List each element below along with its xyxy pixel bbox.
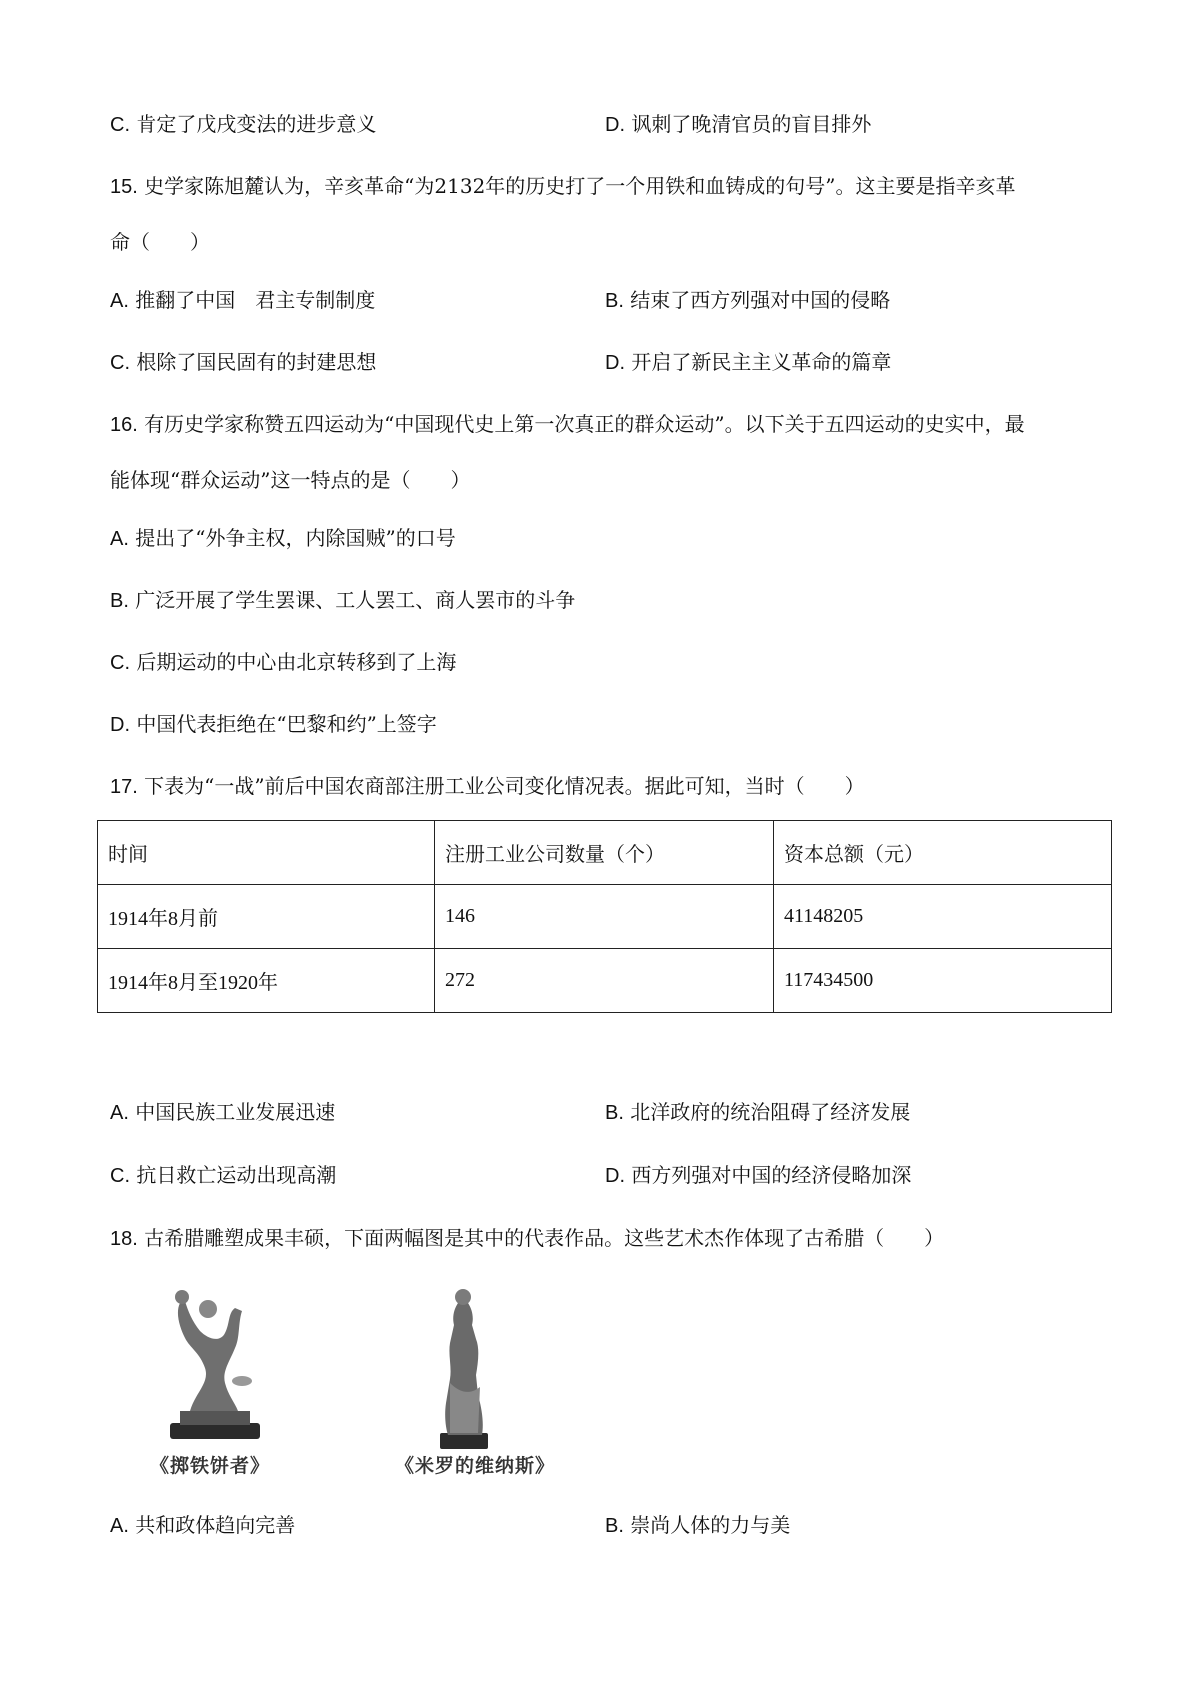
q15-option-d [605, 350, 891, 375]
q18-stem [110, 1226, 944, 1251]
table-header-cell: 资本总额（元） [774, 821, 1112, 885]
option-label: D. [605, 114, 625, 136]
q14-option-d [605, 112, 871, 137]
q17-option-b [605, 1100, 910, 1125]
q17-data-table [97, 820, 1112, 1013]
option-label: C. [110, 352, 130, 374]
discobolus-statue-image [150, 1283, 290, 1443]
q17-option-d [605, 1163, 911, 1188]
q15-stem-line2: 命（ ） [110, 230, 210, 254]
option-label: D. [110, 714, 130, 736]
q16-stem-line1 [110, 412, 1025, 437]
option-label: A. [110, 1102, 129, 1124]
option-text: 推翻了中国 君主专制制度 [135, 288, 376, 312]
option-text: 西方列强对中国的经济侵略加深 [631, 1163, 912, 1187]
table-header-row [98, 821, 1112, 885]
q18-option-b [605, 1513, 790, 1538]
table-header-cell: 注册工业公司数量（个） [435, 821, 774, 885]
q15-option-c [110, 350, 376, 375]
question-stem: 下表为“一战”前后中国农商部注册工业公司变化情况表。据此可知，当时（ ） [144, 774, 865, 798]
table-cell: 272 [435, 949, 774, 1013]
table-cell: 117434500 [774, 949, 1112, 1013]
option-text: 后期运动的中心由北京转移到了上海 [136, 650, 457, 674]
question-number: 16. [110, 414, 138, 436]
option-text: 广泛开展了学生罢课、工人罢工、商人罢市的斗争 [135, 588, 576, 612]
option-text: 抗日救亡运动出现高潮 [136, 1163, 337, 1187]
q16-option-d [110, 712, 437, 737]
question-number: 15. [110, 176, 138, 198]
table-cell: 1914年8月至1920年 [98, 949, 435, 1013]
option-label: B. [605, 290, 624, 312]
option-text: 共和政体趋向完善 [135, 1513, 296, 1537]
table-cell: 41148205 [774, 885, 1112, 949]
table-header-cell: 时间 [98, 821, 435, 885]
option-text: 讽刺了晚清官员的盲目排外 [631, 112, 872, 136]
q17-option-a [110, 1100, 335, 1125]
option-label: A. [110, 528, 129, 550]
question-stem: 史学家陈旭麓认为，辛亥革命“为2132年的历史打了一个用铁和血铸成的句号”。这主要是指辛亥革 [144, 174, 1016, 198]
option-text: 肯定了戊戌变法的进步意义 [136, 112, 377, 136]
statue-caption-venus: 《米罗的维纳斯》 [395, 1455, 556, 1477]
venus-de-milo-statue-image [420, 1283, 510, 1453]
q17-stem [110, 774, 865, 799]
q15-option-b [605, 288, 890, 313]
q16-option-a [110, 526, 456, 551]
q15-option-a [110, 288, 375, 313]
option-label: B. [605, 1515, 624, 1537]
table-row [98, 949, 1112, 1013]
option-label: B. [605, 1102, 624, 1124]
question-number: 17. [110, 776, 138, 798]
option-text: 中国民族工业发展迅速 [135, 1100, 336, 1124]
option-text: 中国代表拒绝在“巴黎和约”上签字 [136, 712, 437, 736]
option-label: C. [110, 114, 130, 136]
table-cell: 146 [435, 885, 774, 949]
option-label: D. [605, 352, 625, 374]
q16-stem-line2: 能体现“群众运动”这一特点的是（ ） [110, 468, 471, 492]
q18-option-a [110, 1513, 295, 1538]
option-text: 根除了国民固有的封建思想 [136, 350, 377, 374]
option-label: B. [110, 590, 129, 612]
option-label: D. [605, 1165, 625, 1187]
table-row [98, 885, 1112, 949]
q16-option-c [110, 650, 456, 675]
option-label: A. [110, 1515, 129, 1537]
option-text: 北洋政府的统治阻碍了经济发展 [630, 1100, 911, 1124]
option-text: 提出了“外争主权，内除国贼”的口号 [135, 526, 456, 550]
option-label: C. [110, 1165, 130, 1187]
option-text: 开启了新民主主义革命的篇章 [631, 350, 892, 374]
option-text: 崇尚人体的力与美 [630, 1513, 791, 1537]
q16-option-b [110, 588, 575, 613]
question-stem: 古希腊雕塑成果丰硕，下面两幅图是其中的代表作品。这些艺术杰作体现了古希腊（ ） [144, 1226, 945, 1250]
option-text: 结束了西方列强对中国的侵略 [630, 288, 891, 312]
question-stem: 有历史学家称赞五四运动为“中国现代史上第一次真正的群众运动”。以下关于五四运动的史实中，最 [144, 412, 1025, 436]
q17-option-c [110, 1163, 336, 1188]
q15-stem-line1 [110, 174, 1016, 199]
statue-caption-discobolus: 《掷铁饼者》 [150, 1455, 271, 1477]
option-label: C. [110, 652, 130, 674]
table-cell: 1914年8月前 [98, 885, 435, 949]
option-label: A. [110, 290, 129, 312]
question-number: 18. [110, 1228, 138, 1250]
q14-option-c [110, 112, 376, 137]
